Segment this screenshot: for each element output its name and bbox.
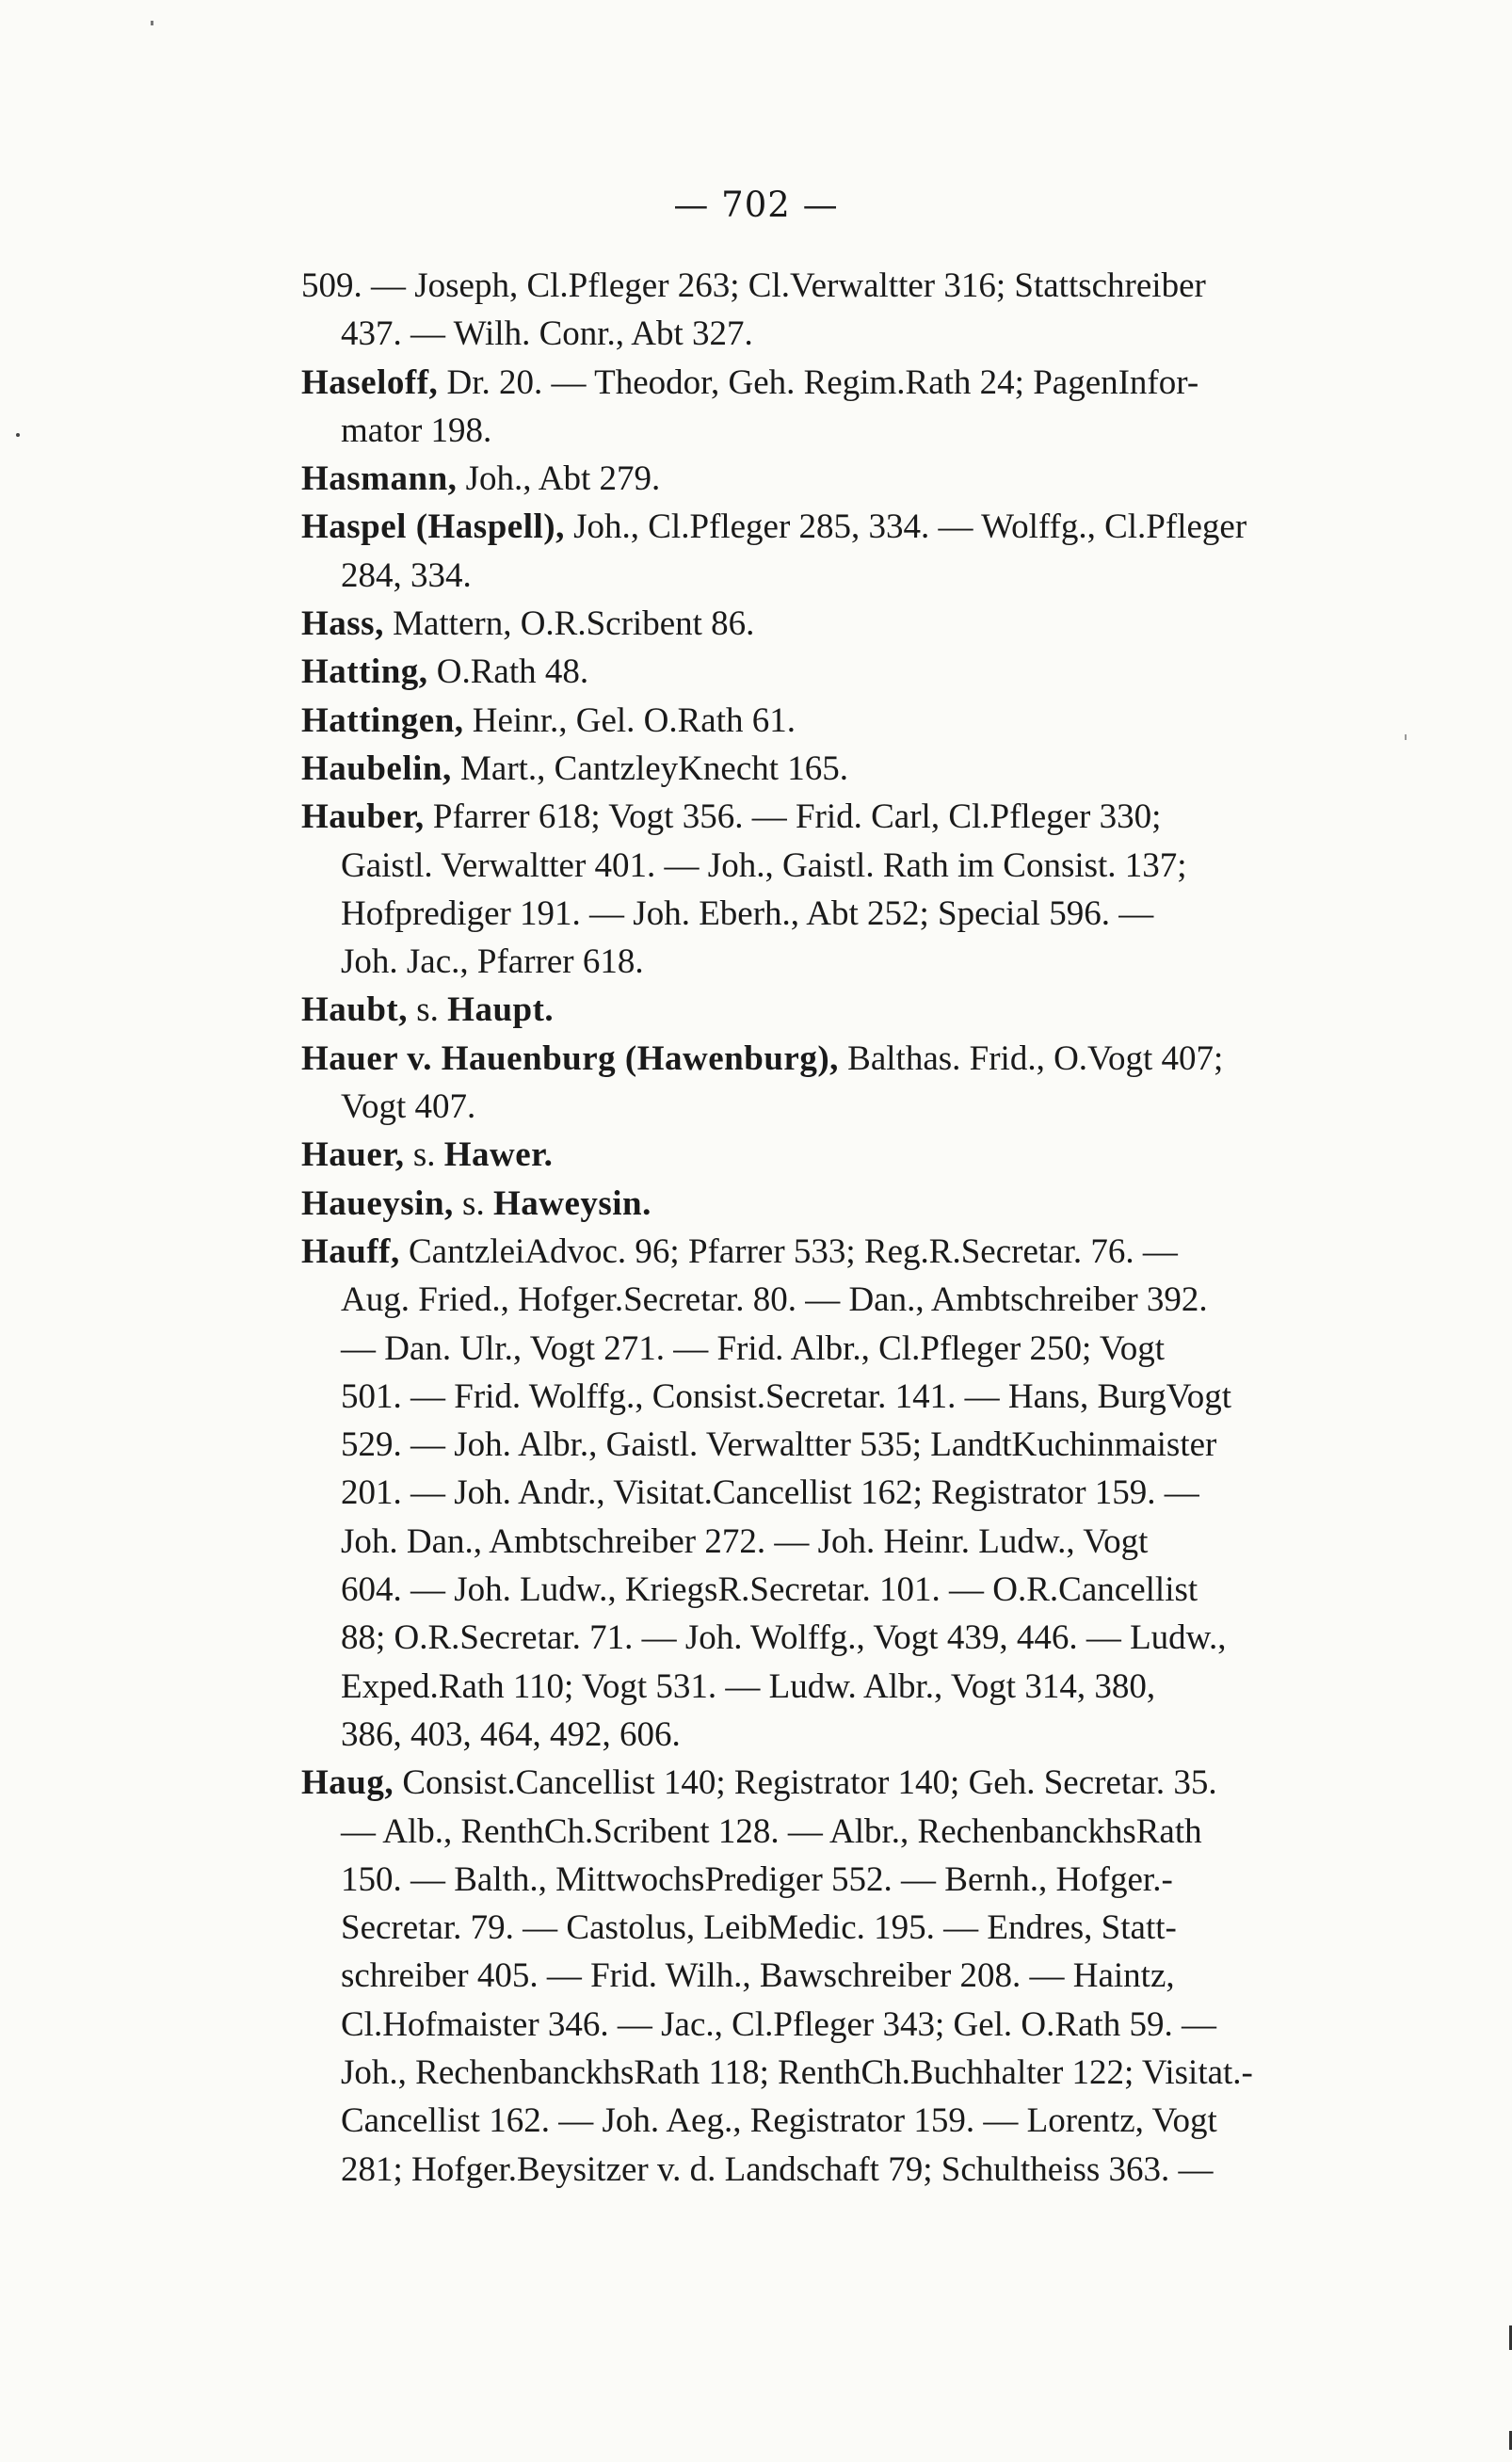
entry-continuation-line [301,1614,1459,1662]
entry-continuation-line [301,1518,1459,1566]
entry-joseph-wilh-cont [301,262,1459,359]
entry-haubt [301,986,1459,1034]
entry-text: Hofprediger 191. — Joh. Eberh., Abt 252; Special 596. — [341,893,1154,933]
entry-text: Secretar. 79. — Castolus, LeibMedic. 195. — Endres, Statt- [341,1908,1177,1948]
entry-first-line [301,455,1459,503]
entry-continuation-line [301,1276,1459,1324]
entry-text: Vogt 407. [341,1087,476,1127]
entry-text: Mattern, O.R.Scribent 86. [383,604,755,644]
entry-continuation-line [301,2001,1459,2049]
entry-text: 281; Hofger.Beysitzer v. d. Landschaft 79; Schultheiss 363. — [341,2149,1214,2189]
entry-continuation-line [301,1808,1459,1856]
entry-continuation-line [301,2049,1459,2097]
headword: Hauff, [301,1231,400,1271]
entry-continuation-line [301,1566,1459,1614]
entry-hasmann [301,455,1459,503]
entry-text: 501. — Frid. Wolffg., Consist.Secretar. 141. — Hans, BurgVogt [341,1376,1232,1416]
entry-continuation-line [301,1952,1459,2000]
entry-text: CantzleiAdvoc. 96; Pfarrer 533; Reg.R.Secretar. 76. — [399,1231,1178,1271]
entry-text: Aug. Fried., Hofger.Secretar. 80. — Dan., Ambtschreiber 392. [341,1280,1208,1320]
entry-continuation-line [301,890,1459,938]
entry-first-line [301,986,1459,1034]
entry-first-line [301,1035,1459,1083]
entry-haseloff [301,359,1459,456]
entry-first-line [301,697,1459,745]
entry-hauber [301,793,1459,986]
entry-first-line [301,1180,1459,1228]
entry-continuation-line [301,310,1459,358]
entry-text: Cl.Hofmaister 346. — Jac., Cl.Pfleger 343; Gel. O.Rath 59. — [341,2004,1217,2044]
entry-continuation-line [301,938,1459,986]
entry-hatting [301,648,1459,696]
cross-reference: Haweysin. [492,1183,651,1223]
entry-text: Joh. Dan., Ambtschreiber 272. — Joh. Heinr. Ludw., Vogt [341,1521,1149,1561]
entry-text: — Dan. Ulr., Vogt 271. — Frid. Albr., Cl.Pfleger 250; Vogt [341,1328,1166,1368]
cross-reference: Hawer. [443,1135,554,1175]
headword: Haspel (Haspell), [301,507,565,547]
entry-continuation-line [301,1663,1459,1711]
entry-text: Exped.Rath 110; Vogt 531. — Ludw. Albr., Vogt 314, 380, [341,1666,1156,1706]
entry-continuation-line [301,2097,1459,2145]
entry-haueysin [301,1180,1459,1228]
entry-first-line [301,359,1459,407]
entry-first-line [301,600,1459,648]
entry-hass [301,600,1459,648]
headword: Hatting, [301,652,428,692]
index-body [301,262,1459,2194]
entry-hauer [301,1131,1459,1179]
cross-reference: Haupt. [447,990,555,1030]
entry-text: Balthas. Frid., O.Vogt 407; [838,1038,1224,1078]
headword: Hauer, [301,1135,405,1175]
entry-text: Joh., Cl.Pfleger 285, 334. — Wolffg., Cl.Pfleger [564,507,1247,547]
entry-text: Joh., Abt 279. [457,459,661,499]
scan-speck [151,21,153,25]
entry-haspel [301,503,1459,600]
entry-continuation-line [301,2146,1459,2194]
entry-continuation-line [301,1325,1459,1373]
entry-text: Cancellist 162. — Joh. Aeg., Registrator 159. — Lorentz, Vogt [341,2101,1217,2141]
entry-first-line [301,745,1459,793]
entry-first-line [301,503,1459,551]
headword: Hauer v. Hauenburg (Hawenburg), [301,1038,839,1078]
headword: Hass, [301,604,384,644]
headword: Haug, [301,1763,394,1803]
entry-first-line [301,262,1459,310]
entry-text: Joh. Jac., Pfarrer 618. [341,942,644,982]
entry-haubelin [301,745,1459,793]
entry-text: 604. — Joh. Ludw., KriegsR.Secretar. 101. — O.R.Cancellist [341,1570,1198,1610]
entry-continuation-line [301,1421,1459,1469]
entry-text: 437. — Wilh. Conr., Abt 327. [341,314,753,354]
entry-text: Pfarrer 618; Vogt 356. — Frid. Carl, Cl.Pfleger 330; [424,797,1162,837]
entry-text: s. [453,1183,493,1223]
entry-continuation-line [301,1083,1459,1131]
entry-text: 88; O.R.Secretar. 71. — Joh. Wolffg., Vogt 439, 446. — Ludw., [341,1618,1227,1658]
headword: Hauber, [301,797,425,837]
entry-continuation-line [301,1856,1459,1904]
entry-text: 386, 403, 464, 492, 606. [341,1714,681,1754]
entry-first-line [301,793,1459,841]
entry-text: Heinr., Gel. O.Rath 61. [463,700,796,740]
headword: Hasmann, [301,459,458,499]
entry-hauff [301,1228,1459,1759]
entry-continuation-line [301,407,1459,455]
entry-text: mator 198. [341,410,492,450]
entry-text: 201. — Joh. Andr., Visitat.Cancellist 162; Registrator 159. — [341,1473,1199,1513]
entry-hattingen [301,697,1459,745]
page-number: — 702 — [673,185,839,225]
entry-text: 150. — Balth., MittwochsPrediger 552. — Bernh., Hofger.- [341,1859,1173,1899]
entry-haug [301,1759,1459,2194]
entry-text: 509. — Joseph, Cl.Pfleger 263; Cl.Verwaltter 316; Stattschreiber [301,266,1206,305]
entry-continuation-line [301,1904,1459,1952]
entry-text: Gaistl. Verwaltter 401. — Joh., Gaistl. Rath im Consist. 137; [341,845,1187,885]
headword: Hattingen, [301,700,464,740]
entry-first-line [301,1131,1459,1179]
entry-text: s. [408,990,448,1030]
entry-continuation-line [301,1711,1459,1759]
entry-text: Consist.Cancellist 140; Registrator 140; Geh. Secretar. 35. [394,1763,1217,1803]
entry-text: Joh., RechenbanckhsRath 118; RenthCh.Buchhalter 122; Visitat.- [341,2052,1253,2092]
entry-first-line [301,1759,1459,1807]
entry-text: Dr. 20. — Theodor, Geh. Regim.Rath 24; PagenInfor- [438,362,1199,402]
entry-text: Mart., CantzleyKnecht 165. [451,748,849,788]
entry-text: 529. — Joh. Albr., Gaistl. Verwaltter 535; LandtKuchinmaister [341,1425,1217,1465]
headword: Haseloff, [301,362,439,402]
entry-continuation-line [301,552,1459,600]
entry-text: — Alb., RenthCh.Scribent 128. — Albr., RechenbanckhsRath [341,1811,1202,1851]
entry-continuation-line [301,842,1459,890]
entry-hauer-hauenburg [301,1035,1459,1132]
headword: Haubt, [301,990,409,1030]
entry-text: O.Rath 48. [427,652,589,692]
headword: Haueysin, [301,1183,454,1223]
entry-text: schreiber 405. — Frid. Wilh., Bawschreiber 208. — Haintz, [341,1956,1175,1996]
entry-first-line [301,1228,1459,1276]
entry-first-line [301,648,1459,696]
scan-dot [16,433,20,437]
entry-text: 284, 334. [341,555,472,595]
entry-continuation-line [301,1469,1459,1517]
entry-text: s. [404,1135,444,1175]
entry-continuation-line [301,1373,1459,1421]
headword: Haubelin, [301,748,452,788]
